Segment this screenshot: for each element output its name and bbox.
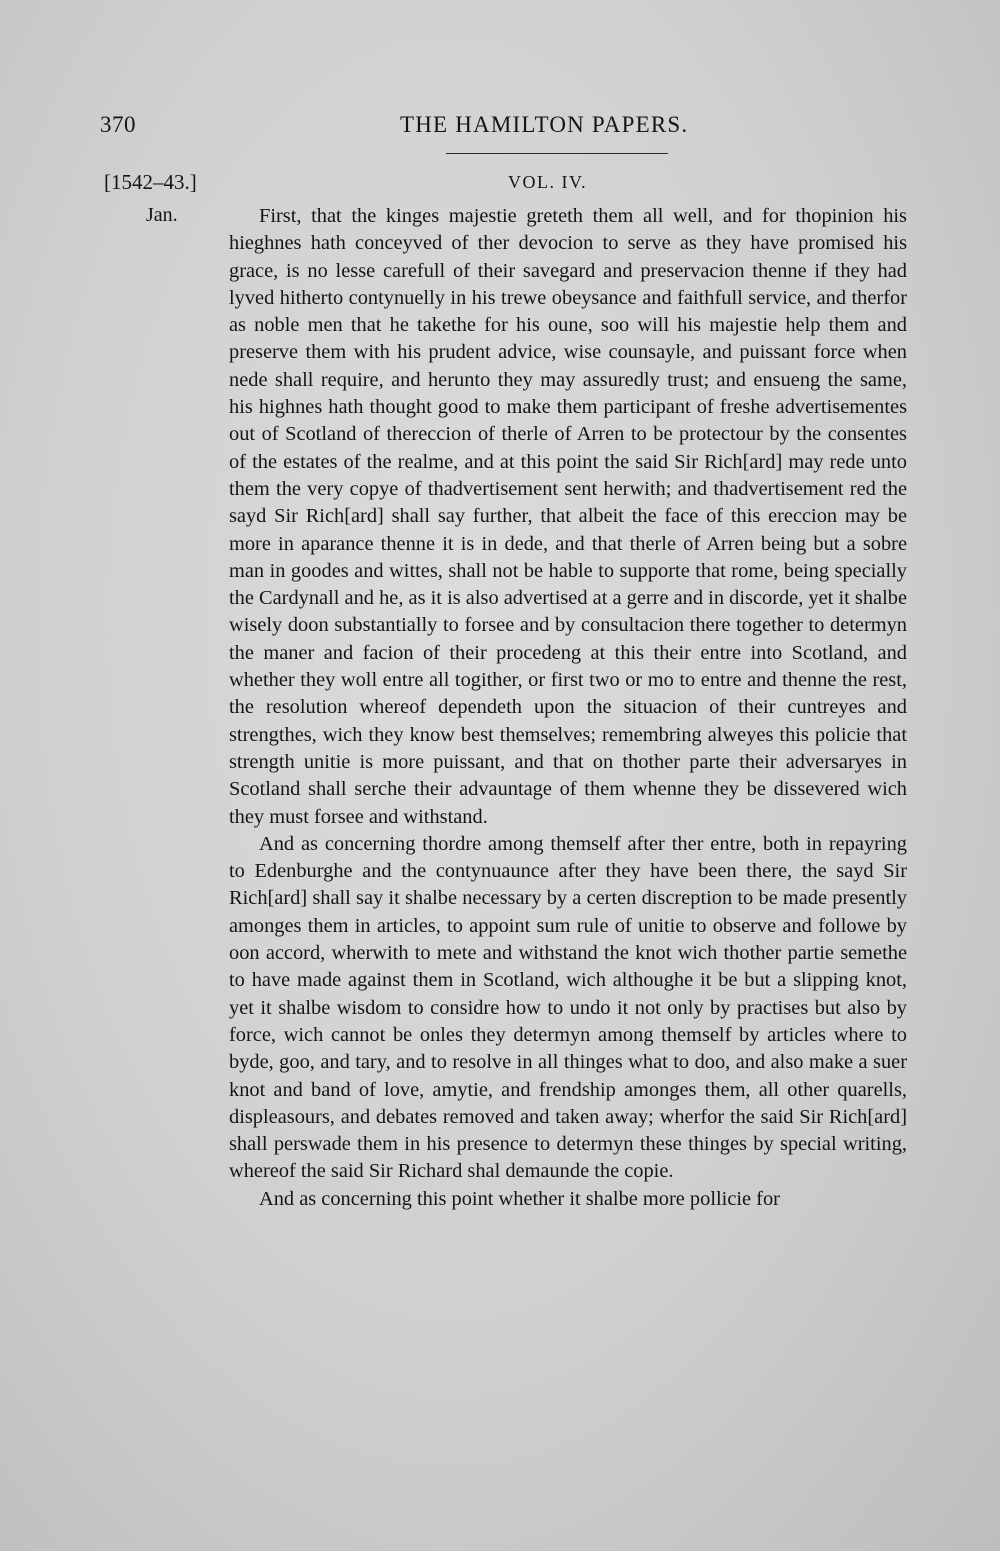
paragraph: First, that the kinges majestie greteth them all well, and for thopinion his hieghnes hath conceyved of ther devocion to serve as they have promised his grace, is no lesse carefull of their savegard and preservacion thenne if they had lyved hitherto contynuelly in his trewe obeysance and faithfull service, and therfor as noble men that he takethe for his oune, soo will his majestie help them and preserve them with his prudent advice, wise counsayle, and puissant force when nede shall require, and herunto they may assuredly trust; and ensueng the same, his highnes hath thought good to make them participant of freshe advertisementes out of Scotland of thereccion of therle of Arren to be protectour by the consentes of the estates of the realme, and at this point the said Sir Rich[ard] may rede unto them the very copye of thadvertisement sent herwith; and thadvertisement red the sayd Sir Rich[ard] shall say further, that albeit the face of this ereccion may be more in aparance thenne it is in dede, and that therle of Arren being but a sobre man in goodes and wittes, shall not be hable to supporte that rome, being specially the Cardynall and he, as it is also advertised at a gerre and in discorde, yet it shalbe wisely doon substantially to forsee and by consultacion there together to determyn the maner and facion of their procedeng at this their entre into Scotland, and whether they woll entre all togither, or first two or mo to entre and thenne the rest, the resolution whereof dependeth upon the situacion of their cuntreyes and strengthes, wich they know best themselves; remembring alweyes this policie that strength unitie is more puissant, and that on thother parte their adversaryes in Scotland shall serche their advauntage of them whenne they be dissevered wich they must forsee and withstand.: [229, 205, 907, 828]
paragraph: And as concerning this point whether it shalbe more pollicie for: [259, 1187, 780, 1210]
volume-label: VOL. IV.: [508, 172, 588, 192]
page-number: 370: [100, 112, 136, 137]
date-range: [1542–43.]: [104, 170, 197, 194]
paragraph: And as concerning thordre among themself after ther entre, both in repayring to Edenburghe and the contynuaunce after they have been there, the sayd Sir Rich[ard] shall say it shalbe necessary by a certen discreption to be made presently amonges them in articles, to appoint sum rule of unitie to observe and followe by oon accord, wherwith to mete and withstand the knot wich thother partie semethe to have made against them in Scotland, wich althoughe it be but a slipping knot, yet it shalbe wisdom to considre how to undo it not only by practises but also by force, wich cannot be onles they determyn among themself by articles where to byde, goo, and tary, and to resolve in all thinges what to doo, and also make a suer knot and band of love, amytie, and frendship amonges them, all other quarells, displeasours, and debates removed and taken away; wherfor the said Sir Rich[ard] shall perswade them in his presence to determyn these thinges by special writing, whereof the said Sir Richard shal demaunde the copie.: [229, 832, 907, 1183]
header-rule: [446, 153, 668, 154]
body-text: [229, 203, 907, 1213]
margin-date-note: Jan.: [146, 204, 178, 226]
running-head: [0, 112, 1000, 152]
book-title: THE HAMILTON PAPERS.: [400, 112, 689, 137]
subheader: [0, 170, 1000, 200]
